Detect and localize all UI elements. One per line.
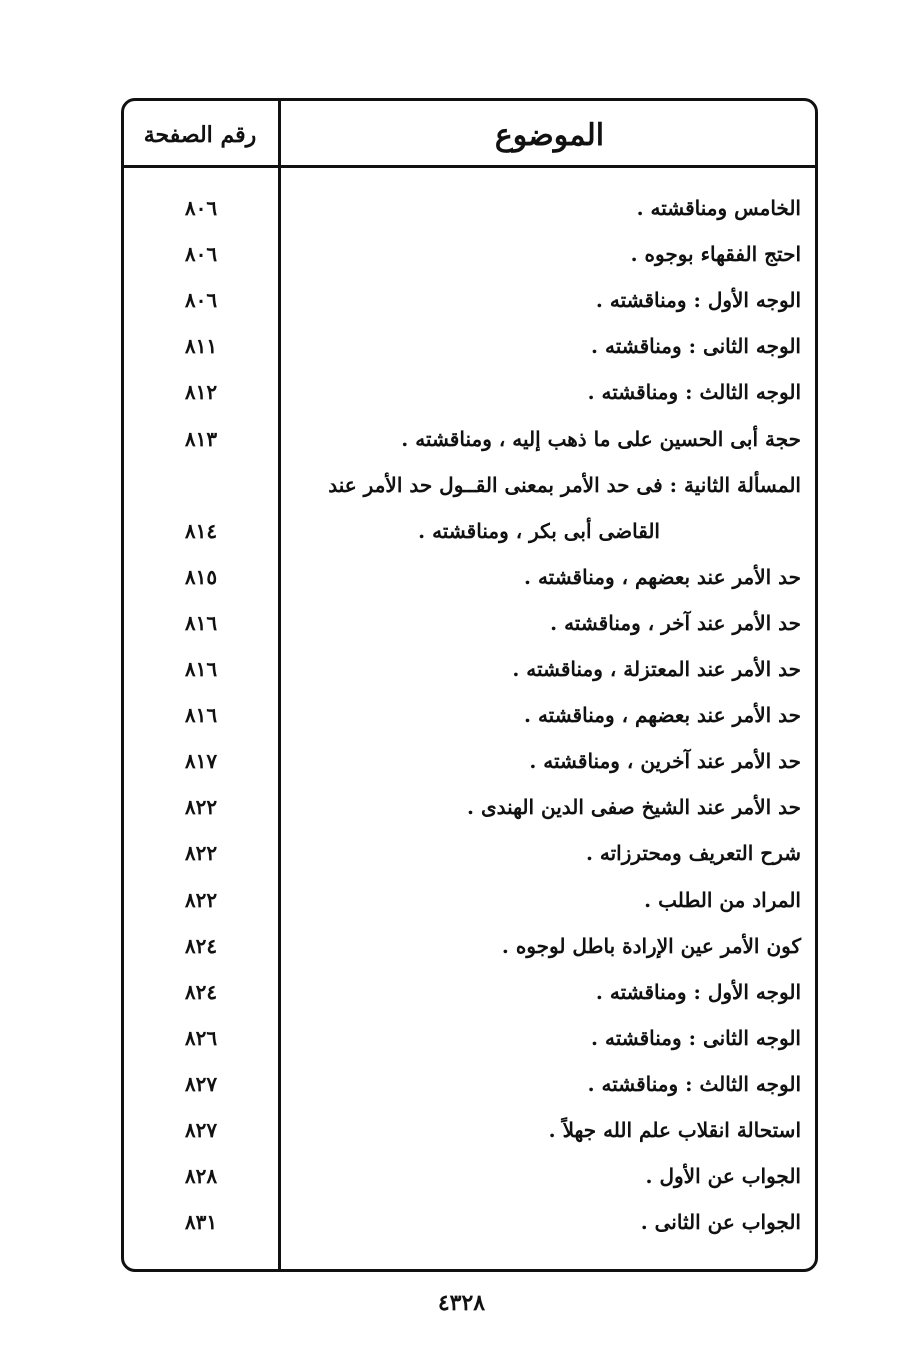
page-number: ٨٠٦ bbox=[184, 196, 218, 220]
topic-text: شرح التعريف ومحترزاته . bbox=[585, 841, 801, 866]
topic-text: المراد من الطلب . bbox=[644, 887, 801, 912]
page-number: ٨١٧ bbox=[184, 749, 218, 774]
topic-text: حد الأمر عند بعضهم ، ومناقشته . bbox=[524, 564, 801, 589]
topic-text: الوجه الأول : ومناقشته . bbox=[595, 288, 801, 313]
page-number: ٨١٢ bbox=[184, 380, 218, 405]
table-row bbox=[124, 738, 815, 784]
page-number: ٨٢٤ bbox=[184, 933, 218, 958]
topic-text: حد الأمر عند آخرين ، ومناقشته . bbox=[529, 749, 801, 774]
page-number: ٨٢٨ bbox=[184, 1164, 218, 1189]
page-number: ٨١٦ bbox=[184, 657, 218, 681]
page-number: ٨٣١ bbox=[184, 1210, 218, 1235]
table-row bbox=[124, 923, 815, 969]
header-topic: الموضوع bbox=[494, 117, 605, 153]
topic-text: الخامس ومناقشته . bbox=[636, 196, 801, 220]
page-number: ٨٢٢ bbox=[184, 795, 218, 820]
page-number: ٨١٥ bbox=[184, 564, 218, 589]
table-row bbox=[124, 462, 815, 508]
page-footer-number: ٤٣٢٨ bbox=[437, 1290, 486, 1316]
table-row bbox=[124, 1015, 815, 1061]
table-row bbox=[124, 830, 815, 876]
topic-text: الجواب عن الثانى . bbox=[640, 1210, 801, 1235]
topic-text: استحالة انقلاب علم الله جهلاً . bbox=[548, 1118, 801, 1142]
page-number: ٨١٦ bbox=[184, 610, 218, 635]
topic-text: حد الأمر عند بعضهم ، ومناقشته . bbox=[524, 703, 801, 728]
table-row bbox=[124, 416, 815, 462]
page-number: ٨٢٧ bbox=[184, 1118, 218, 1142]
topic-text: حد الأمر عند المعتزلة ، ومناقشته . bbox=[512, 657, 801, 681]
page-number bbox=[124, 462, 278, 508]
page-number: ٨٢٧ bbox=[184, 1071, 218, 1096]
topic-text: الوجه الثانى : ومناقشته . bbox=[591, 334, 801, 359]
page-number: ٨١٦ bbox=[184, 703, 218, 728]
table-row bbox=[124, 969, 815, 1015]
table-row bbox=[124, 1199, 815, 1245]
topic-text: الوجه الأول : ومناقشته . bbox=[595, 979, 801, 1004]
page-number: ٨١٣ bbox=[184, 426, 218, 451]
topic-text: الجواب عن الأول . bbox=[645, 1164, 801, 1189]
table-row bbox=[124, 600, 815, 646]
topic-text: كون الأمر عين الإرادة باطل لوجوه . bbox=[501, 933, 801, 958]
table-row bbox=[124, 554, 815, 600]
table-row bbox=[124, 646, 815, 692]
page-number: ٨١٤ bbox=[184, 518, 218, 543]
contents-table bbox=[121, 98, 818, 1272]
topic-text: القاضى أبى بكر ، ومناقشته . bbox=[418, 518, 660, 543]
header-page-number: رقم الصفحة bbox=[143, 122, 257, 148]
page-number: ٨١١ bbox=[184, 334, 218, 359]
page-number: ٨٢٦ bbox=[184, 1025, 218, 1050]
table-row bbox=[124, 877, 815, 923]
table-row bbox=[124, 784, 815, 830]
topic-text: احتج الفقهاء بوجوه . bbox=[630, 242, 801, 267]
header-divider bbox=[124, 165, 815, 168]
page-number: ٨٢٤ bbox=[184, 979, 218, 1004]
page-number: ٨٢٢ bbox=[184, 887, 218, 912]
topic-text: حجة أبى الحسين على ما ذهب إليه ، ومناقشته . bbox=[401, 426, 801, 451]
table-row bbox=[124, 369, 815, 415]
table-row bbox=[124, 185, 815, 231]
topic-text: الوجه الثالث : ومناقشته . bbox=[587, 1071, 801, 1096]
topic-text: حد الأمر عند آخر ، ومناقشته . bbox=[550, 610, 801, 635]
table-row bbox=[124, 1107, 815, 1153]
topic-text: حد الأمر عند الشيخ صفى الدين الهندى . bbox=[467, 795, 801, 820]
table-row bbox=[124, 508, 815, 554]
page-number: ٨٠٦ bbox=[184, 288, 218, 313]
table-row bbox=[124, 1061, 815, 1107]
table-row bbox=[124, 323, 815, 369]
table-row bbox=[124, 277, 815, 323]
table-row bbox=[124, 1153, 815, 1199]
page-number: ٨٠٦ bbox=[184, 242, 218, 267]
topic-text: الوجه الثانى : ومناقشته . bbox=[591, 1025, 801, 1050]
topic-text: الوجه الثالث : ومناقشته . bbox=[587, 380, 801, 405]
table-row bbox=[124, 231, 815, 277]
topic-text: المسألة الثانية : فى حد الأمر بمعنى القــول حد الأمر عند bbox=[328, 472, 801, 497]
page-number: ٨٢٢ bbox=[184, 841, 218, 866]
table-row bbox=[124, 692, 815, 738]
